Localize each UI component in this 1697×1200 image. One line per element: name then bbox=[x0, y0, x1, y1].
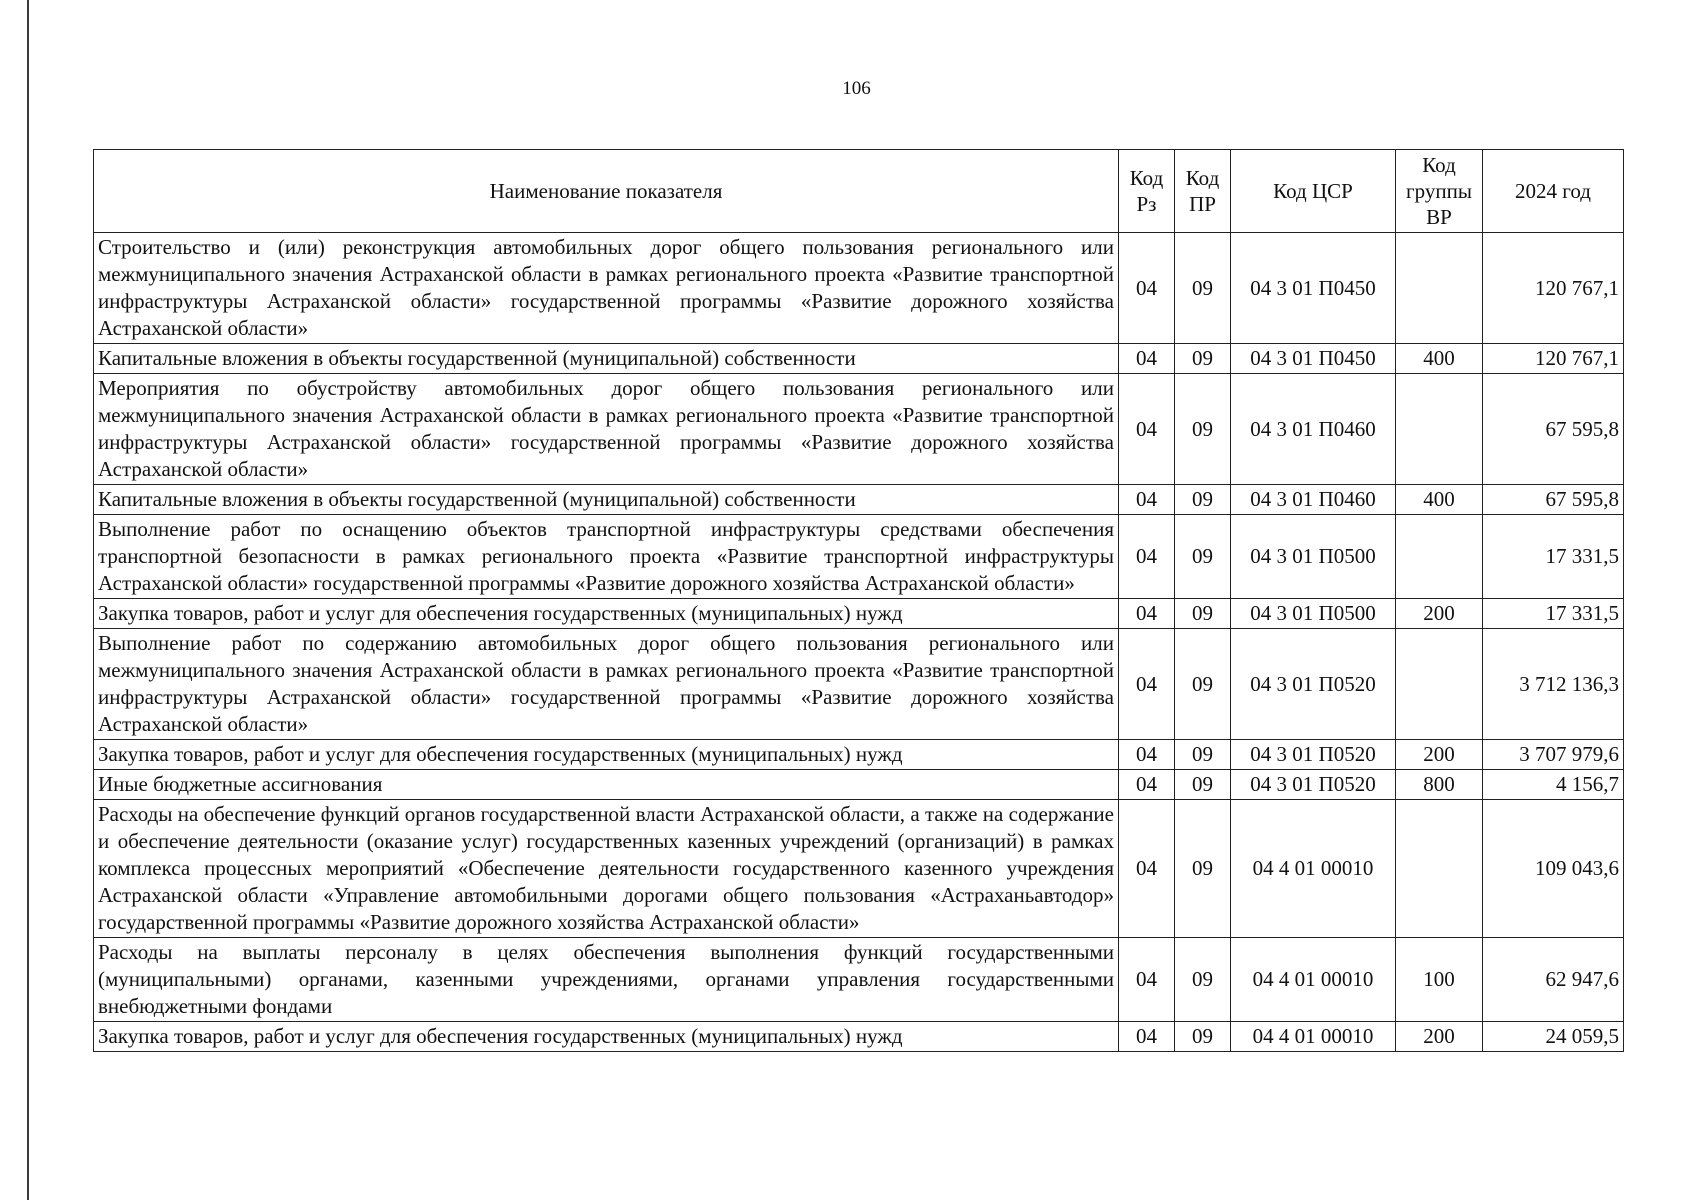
table-row bbox=[94, 629, 1624, 740]
cell-csr: 04 3 01 П0500 bbox=[1231, 515, 1396, 599]
cell-rz: 04 bbox=[1119, 485, 1175, 515]
cell-pr: 09 bbox=[1175, 938, 1231, 1022]
cell-vr bbox=[1396, 800, 1483, 938]
cell-csr: 04 3 01 П0460 bbox=[1231, 374, 1396, 485]
table-row bbox=[94, 800, 1624, 938]
cell-csr: 04 3 01 П0450 bbox=[1231, 344, 1396, 374]
cell-rz: 04 bbox=[1119, 629, 1175, 740]
table-row bbox=[94, 770, 1624, 800]
cell-amount: 3 707 979,6 bbox=[1483, 740, 1624, 770]
cell-pr: 09 bbox=[1175, 233, 1231, 344]
cell-pr: 09 bbox=[1175, 485, 1231, 515]
header-pr: Код ПР bbox=[1175, 150, 1231, 233]
table-row bbox=[94, 233, 1624, 344]
cell-vr: 100 bbox=[1396, 938, 1483, 1022]
cell-pr: 09 bbox=[1175, 770, 1231, 800]
cell-vr: 400 bbox=[1396, 485, 1483, 515]
cell-pr: 09 bbox=[1175, 629, 1231, 740]
header-vr: Код группы ВР bbox=[1396, 150, 1483, 233]
cell-csr: 04 3 01 П0460 bbox=[1231, 485, 1396, 515]
cell-name: Строительство и (или) реконструкция автомобильных дорог общего пользования регионального или межмуниципального значения Астраханской области в рамках регионального проекта «Развитие транспортной инфраструктуры Астраханской области» государственной программы «Развитие дорожного хозяйства Астраханской области» bbox=[94, 233, 1119, 344]
cell-rz: 04 bbox=[1119, 599, 1175, 629]
cell-amount: 67 595,8 bbox=[1483, 374, 1624, 485]
table-row bbox=[94, 485, 1624, 515]
table-row bbox=[94, 740, 1624, 770]
table-header-row bbox=[94, 150, 1624, 233]
cell-pr: 09 bbox=[1175, 740, 1231, 770]
cell-vr: 200 bbox=[1396, 1022, 1483, 1052]
binding-edge-line bbox=[27, 0, 29, 1200]
cell-name: Расходы на выплаты персоналу в целях обеспечения выполнения функций государственными (муниципальными) органами, казенными учреждениями, органами управления государственными внебюджетными фондами bbox=[94, 938, 1119, 1022]
cell-csr: 04 4 01 00010 bbox=[1231, 800, 1396, 938]
cell-vr bbox=[1396, 374, 1483, 485]
cell-rz: 04 bbox=[1119, 1022, 1175, 1052]
cell-name: Закупка товаров, работ и услуг для обеспечения государственных (муниципальных) нужд bbox=[94, 1022, 1119, 1052]
header-name: Наименование показателя bbox=[94, 150, 1119, 233]
cell-rz: 04 bbox=[1119, 374, 1175, 485]
cell-csr: 04 3 01 П0500 bbox=[1231, 599, 1396, 629]
cell-amount: 62 947,6 bbox=[1483, 938, 1624, 1022]
cell-name: Выполнение работ по оснащению объектов транспортной инфраструктуры средствами обеспечения транспортной безопасности в рамках регионального проекта «Развитие транспортной инфраструктуры Астраханской области» государственной программы «Развитие дорожного хозяйства Астраханской области» bbox=[94, 515, 1119, 599]
cell-rz: 04 bbox=[1119, 770, 1175, 800]
cell-csr: 04 4 01 00010 bbox=[1231, 938, 1396, 1022]
cell-amount: 17 331,5 bbox=[1483, 515, 1624, 599]
cell-vr: 400 bbox=[1396, 344, 1483, 374]
cell-amount: 120 767,1 bbox=[1483, 233, 1624, 344]
cell-name: Иные бюджетные ассигнования bbox=[94, 770, 1119, 800]
cell-name: Закупка товаров, работ и услуг для обеспечения государственных (муниципальных) нужд bbox=[94, 740, 1119, 770]
header-rz: Код Рз bbox=[1119, 150, 1175, 233]
cell-csr: 04 3 01 П0520 bbox=[1231, 740, 1396, 770]
table-row bbox=[94, 599, 1624, 629]
cell-pr: 09 bbox=[1175, 374, 1231, 485]
table-row bbox=[94, 938, 1624, 1022]
cell-csr: 04 4 01 00010 bbox=[1231, 1022, 1396, 1052]
cell-vr bbox=[1396, 233, 1483, 344]
table-row bbox=[94, 374, 1624, 485]
cell-pr: 09 bbox=[1175, 515, 1231, 599]
cell-pr: 09 bbox=[1175, 344, 1231, 374]
cell-vr: 200 bbox=[1396, 599, 1483, 629]
cell-pr: 09 bbox=[1175, 599, 1231, 629]
cell-vr bbox=[1396, 629, 1483, 740]
cell-csr: 04 3 01 П0520 bbox=[1231, 629, 1396, 740]
cell-amount: 109 043,6 bbox=[1483, 800, 1624, 938]
cell-name: Капитальные вложения в объекты государственной (муниципальной) собственности bbox=[94, 485, 1119, 515]
table-body bbox=[94, 233, 1624, 1052]
cell-name: Мероприятия по обустройству автомобильных дорог общего пользования регионального или межмуниципального значения Астраханской области в рамках регионального проекта «Развитие транспортной инфраструктуры Астраханской области» государственной программы «Развитие дорожного хозяйства Астраханской области» bbox=[94, 374, 1119, 485]
cell-name: Расходы на обеспечение функций органов государственной власти Астраханской области, а также на содержание и обеспечение деятельности (оказание услуг) государственных казенных учреждений (организаций) в рамках комплекса процессных мероприятий «Обеспечение деятельности государственного казенного учреждения Астраханской области «Управление автомобильными дорогами общего пользования «Астраханьавтодор» государственной программы «Развитие дорожного хозяйства Астраханской области» bbox=[94, 800, 1119, 938]
header-year: 2024 год bbox=[1483, 150, 1624, 233]
table-row bbox=[94, 515, 1624, 599]
cell-name: Капитальные вложения в объекты государственной (муниципальной) собственности bbox=[94, 344, 1119, 374]
header-csr: Код ЦСР bbox=[1231, 150, 1396, 233]
cell-rz: 04 bbox=[1119, 233, 1175, 344]
cell-amount: 17 331,5 bbox=[1483, 599, 1624, 629]
cell-rz: 04 bbox=[1119, 515, 1175, 599]
cell-pr: 09 bbox=[1175, 800, 1231, 938]
cell-amount: 3 712 136,3 bbox=[1483, 629, 1624, 740]
cell-rz: 04 bbox=[1119, 344, 1175, 374]
cell-amount: 67 595,8 bbox=[1483, 485, 1624, 515]
budget-table bbox=[93, 149, 1624, 1052]
cell-amount: 4 156,7 bbox=[1483, 770, 1624, 800]
cell-amount: 24 059,5 bbox=[1483, 1022, 1624, 1052]
cell-name: Выполнение работ по содержанию автомобильных дорог общего пользования регионального или межмуниципального значения Астраханской области в рамках регионального проекта «Развитие транспортной инфраструктуры Астраханской области» государственной программы «Развитие дорожного хозяйства Астраханской области» bbox=[94, 629, 1119, 740]
cell-csr: 04 3 01 П0520 bbox=[1231, 770, 1396, 800]
table-row bbox=[94, 344, 1624, 374]
cell-amount: 120 767,1 bbox=[1483, 344, 1624, 374]
cell-vr: 200 bbox=[1396, 740, 1483, 770]
cell-rz: 04 bbox=[1119, 800, 1175, 938]
cell-pr: 09 bbox=[1175, 1022, 1231, 1052]
cell-vr: 800 bbox=[1396, 770, 1483, 800]
table-row bbox=[94, 1022, 1624, 1052]
page-number: 106 bbox=[842, 78, 871, 99]
cell-vr bbox=[1396, 515, 1483, 599]
cell-csr: 04 3 01 П0450 bbox=[1231, 233, 1396, 344]
cell-rz: 04 bbox=[1119, 740, 1175, 770]
cell-name: Закупка товаров, работ и услуг для обеспечения государственных (муниципальных) нужд bbox=[94, 599, 1119, 629]
cell-rz: 04 bbox=[1119, 938, 1175, 1022]
